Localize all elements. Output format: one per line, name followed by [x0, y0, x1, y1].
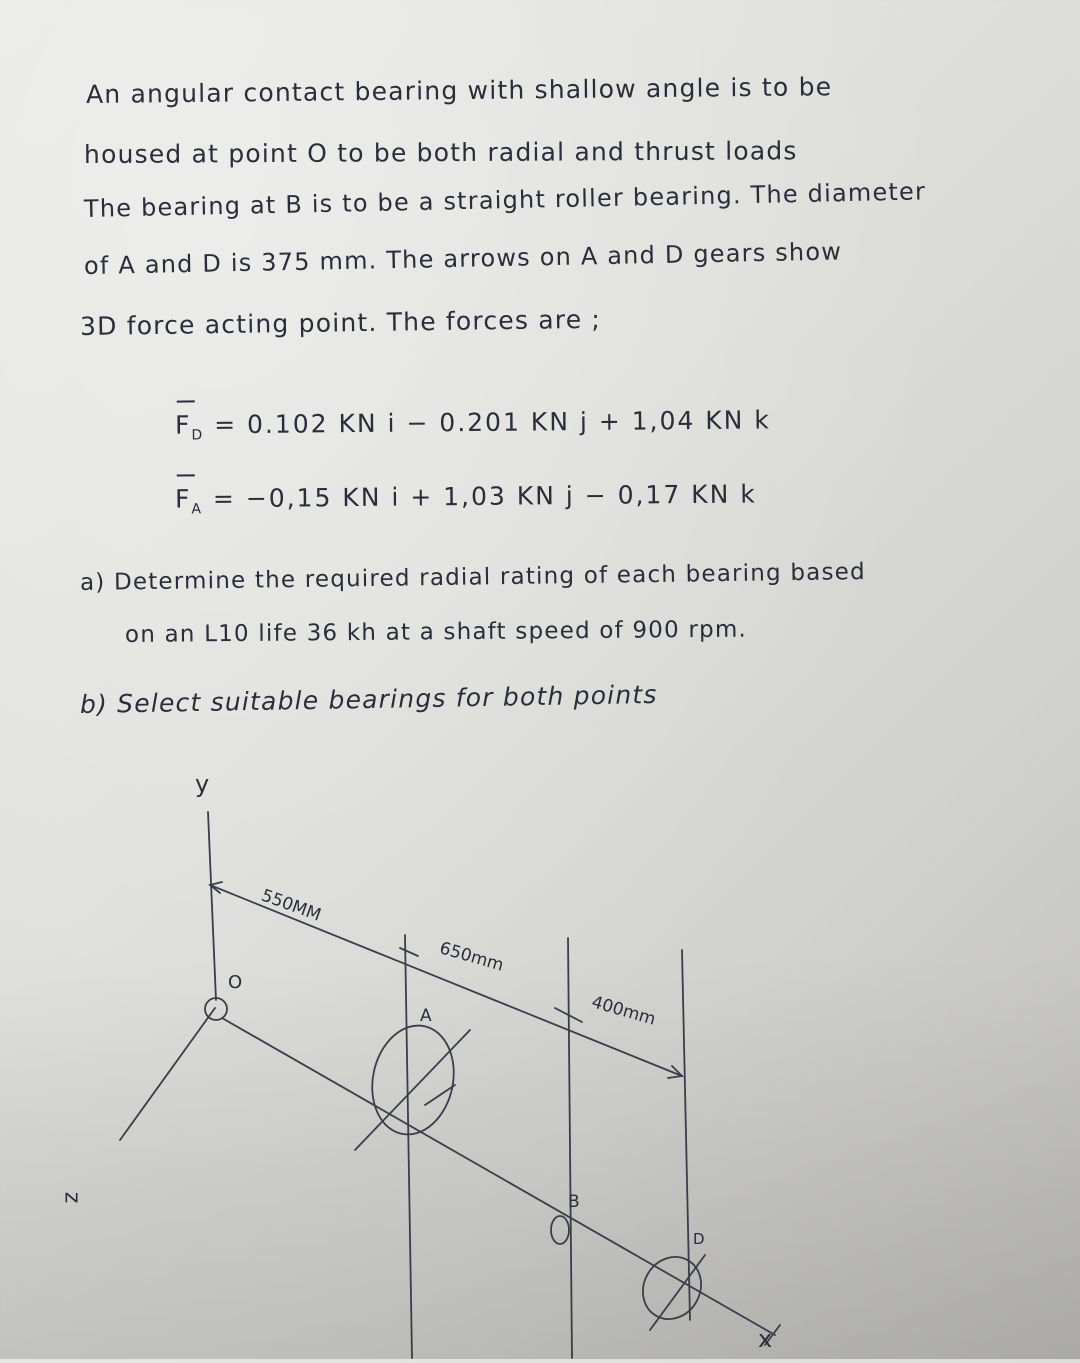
dimension-650: 650mm	[437, 938, 506, 976]
part-a-line-1: a) Determine the required radial rating of each bearing based	[79, 559, 866, 596]
force-d-symbol: F	[174, 410, 192, 440]
force-a-expression: = −0,15 KN i + 1,03 KN j − 0,17 KN k	[212, 479, 757, 514]
bearing-o	[205, 998, 227, 1020]
axis-y-label: y	[195, 770, 210, 798]
vertical-line-d	[682, 950, 690, 1320]
point-d-label: D	[693, 1230, 705, 1248]
axis-z-label: z	[59, 1191, 85, 1204]
dimension-line	[210, 885, 682, 1076]
shaft-line	[222, 1018, 775, 1335]
vertical-line-a	[405, 935, 412, 1358]
y-axis-line	[208, 812, 216, 1000]
part-b-line: b) Select suitable bearings for both points	[79, 679, 658, 719]
part-a-line-2: on an L10 life 36 kh at a shaft speed of 900 rpm.	[124, 616, 748, 648]
force-a-subscript: A	[191, 501, 204, 518]
force-d-expression: = 0.102 KN i − 0.201 KN j + 1,04 KN k	[213, 405, 771, 440]
axis-x-label: x	[758, 1325, 773, 1353]
problem-line-2: housed at point O to be both radial and thrust loads	[83, 136, 798, 169]
gear-a	[362, 1018, 463, 1142]
force-d-equation	[175, 405, 771, 443]
shaft-diagram	[0, 760, 1080, 1359]
shaft-diagram-svg	[0, 760, 1080, 1359]
gear-d-force	[650, 1255, 705, 1330]
tick-a	[400, 948, 418, 956]
force-a-symbol: F	[174, 484, 192, 514]
force-a-equation	[175, 479, 757, 517]
problem-line-4: of A and D is 375 mm. The arrows on A and D gears show	[83, 237, 843, 280]
problem-line-3: The bearing at B is to be a straight roller bearing. The diameter	[83, 177, 927, 223]
point-o-label: O	[228, 972, 243, 993]
dimension-400: 400mm	[589, 992, 658, 1030]
vertical-line-b	[568, 938, 572, 1358]
bearing-b	[551, 1216, 569, 1244]
force-d-subscript: D	[191, 427, 205, 444]
point-a-label: A	[420, 1006, 432, 1026]
dimension-550: 550MM	[258, 885, 324, 926]
problem-line-1: An angular contact bearing with shallow angle is to be	[85, 72, 833, 109]
point-b-label: B	[568, 1192, 580, 1212]
problem-line-5: 3D force acting point. The forces are ;	[79, 304, 602, 341]
z-axis-line	[120, 1008, 215, 1140]
